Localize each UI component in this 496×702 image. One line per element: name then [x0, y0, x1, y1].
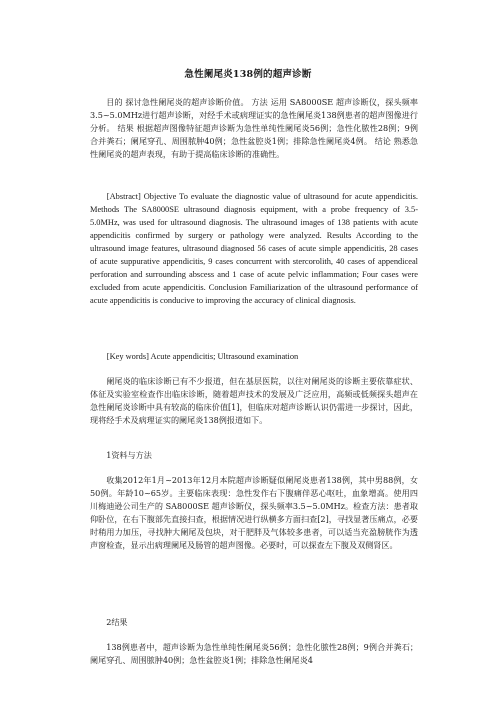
keywords: [Key words] Acute appendicitis; Ultrasound examination	[106, 352, 299, 361]
introduction-paragraph: 阑尾炎的临床诊断已有不少报道，但在基层医院，以往对阑尾炎的诊断主要依靠症状、体征及实验室检查作出临床诊断，随着超声技术的发展及广泛应用，高频或低频探头超声在急性阑尾炎诊断中具有较高的临床价值[1]，但临床对超声诊断认识仍需进一步探讨，因此，现将经手术及病理证实的阑尾炎138例报道如下。	[90, 376, 418, 425]
results-paragraph: 138例患者中，超声诊断为急性单纯性阑尾炎56例；急性化脓性28例；9例合并粪石；阑尾穿孔、周围脓肿40例；急性盆腔炎1例；排除急性阑尾炎4	[90, 642, 418, 665]
chinese-abstract: 目的 探讨急性阑尾炎的超声诊断价值。 方法 运用 SA8000SE 超声诊断仪，探头频率3.5~5.0MHz进行超声诊断，对经手术或病理证实的急性阑尾炎138例患者的超声图像进行分析。 结果 根据超声图像特征超声诊断为急性单纯性阑尾炎56例；急性化脓性28例；9例合并粪石；阑尾穿孔、周围脓肿40例；急性盆腔炎1例；排除急性阑尾炎4例。 结论 熟悉急性阑尾炎的超声表现，有助于提高临床诊断的准确性。	[90, 97, 418, 159]
english-abstract: [Abstract] Objective To evaluate the diagnostic value of ultrasound for acute appendicitis. Methods The SA8000SE ultrasound diagnosis equipment, with a probe frequency of 3.5-5.0MHz, was used for ultrasound diagnosis. The ultrasound images of 138 patients with acute appendicitis confirmed by surgery or pathology were analyzed. Results According to the ultrasound image features, ultrasound diagnosed 56 cases of acute simple appendicitis, 28 cases of acute suppurative appendicitis, 9 cases concurrent with stercorolith, 40 cases of appendiceal perforation and surrounding abscess and 1 case of acute pelvic inflammation; Four cases were excluded from acute appendicitis. Conclusion Familiarization of the ultrasound performance of acute appendicitis is conducive to improving the accuracy of clinical diagnosis.	[90, 192, 418, 305]
methods-paragraph: 收集2012年1月~2013年12月本院超声诊断疑似阑尾炎患者138例，其中男88例，女50例。年龄10~65岁。主要临床表现：急性发作右下腹痛伴恶心呕吐，血象增高。使用四川梅迪逊公司生产的 SA8000SE 超声诊断仪，探头频率3.5~5.0MHz。检查方法：患者取仰卧位，在右下腹部先直接扫查，根据情况进行纵横多方面扫查[2]，寻找显著压痛点，必要时稍用力加压，寻找肿大阑尾及包块，对于肥胖及气体较多患者，可以适当充盈膀胱作为透声窗检查，显示出病理阑尾及肠管的超声图像。必要时，可以探查左下腹及双侧肾区。	[90, 475, 418, 550]
paper-title: 急性阑尾炎138例的超声诊断	[184, 69, 312, 80]
section-heading-results: 2结果	[106, 617, 128, 627]
section-heading-methods: 1资料与方法	[106, 450, 152, 460]
